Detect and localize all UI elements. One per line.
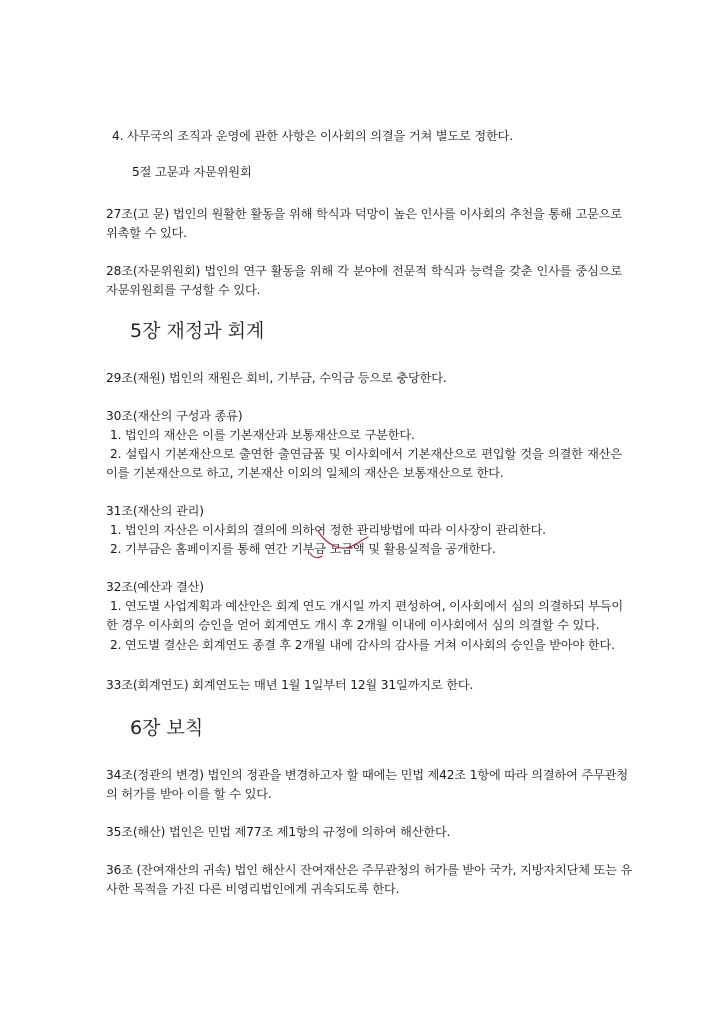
article-34-line-1: 34조(정관의 변경) 법인의 정관을 변경하고자 할 때에는 민법 제42조 1항에 따라 의결하여 주무관청 [106, 768, 628, 782]
article-36-line-1: 36조 (잔여재산의 귀속) 법인 해산시 잔여재산은 주무관청의 허가를 받아 국가, 지방자치단체 또는 유 [106, 863, 633, 877]
article-32-item-1-line-2: 한 경우 이사회의 승인을 얻어 회계연도 개시 후 2개월 이내에 이사회에서 심의 의결할 수 있다. [106, 618, 600, 632]
article-27-line-2: 위촉할 수 있다. [106, 226, 187, 240]
article-34-line-2: 의 허가를 받아 이를 할 수 있다. [106, 787, 272, 801]
section-5-title: 5절 고문과 자문위원회 [132, 165, 252, 179]
article-28-line-2: 자문위원회를 구성할 수 있다. [106, 283, 261, 297]
article-29: 29조(재원) 법인의 재원은 회비, 기부금, 수익금 등으로 충당한다. [106, 371, 447, 385]
article-27-line-1: 27조(고 문) 법인의 원활한 활동을 위해 학식과 덕망이 높은 인사를 이사회의 추천을 통해 고문으로 [106, 207, 622, 221]
chapter-5-title: 5장 재정과 회계 [130, 320, 265, 342]
article-36-line-2: 사한 목적을 가진 다른 비영리법인에게 귀속되도록 한다. [106, 882, 400, 896]
article-26-item-4: 4. 사무국의 조직과 운영에 관한 사항은 이사회의 의결을 거쳐 별도로 정한다. [112, 129, 513, 143]
article-31-title: 31조(재산의 관리) [106, 504, 204, 518]
article-32-item-1-line-1: 1. 연도별 사업계획과 예산안은 회계 연도 개시일 까지 편성하여, 이사회에서 심의 의결하되 부득이 [110, 599, 624, 613]
article-31-item-2: 2. 기부금은 홈페이지를 통해 연간 기부금 모금액 및 활용실적을 공개한다. [110, 542, 496, 556]
article-30-item-1: 1. 법인의 재산은 이를 기본재산과 보통재산으로 구분한다. [110, 428, 415, 442]
article-35: 35조(해산) 법인은 민법 제77조 제1항의 규정에 의하여 해산한다. [106, 825, 451, 839]
article-30-item-2-line-1: 2. 설립시 기본재산으로 출연한 출연금품 및 이사회에서 기본재산으로 편입할 것을 의결한 재산은 [110, 447, 622, 461]
article-32-title: 32조(예산과 결산) [106, 580, 204, 594]
article-28-line-1: 28조(자문위원회) 법인의 연구 활동을 위해 각 분야에 전문적 학식과 능력을 갖춘 인사를 중심으로 [106, 264, 622, 278]
article-31-item-1: 1. 법인의 자산은 이사회의 결의에 의하여 정한 관리방법에 따라 이사장이 관리한다. [110, 523, 546, 537]
article-30-item-2-line-2: 이를 기본재산으로 하고, 기본재산 이외의 일체의 재산은 보통재산으로 한다. [106, 466, 504, 480]
chapter-6-title: 6장 보칙 [130, 717, 204, 739]
article-32-item-2: 2. 연도별 결산은 회계연도 종결 후 2개월 내에 감사의 감사를 거쳐 이사회의 승인을 받아야 한다. [110, 638, 615, 652]
article-30-title: 30조(재산의 구성과 종류) [106, 409, 243, 423]
article-33: 33조(회계연도) 회계연도는 매년 1월 1일부터 12월 31일까지로 한다. [106, 678, 474, 692]
